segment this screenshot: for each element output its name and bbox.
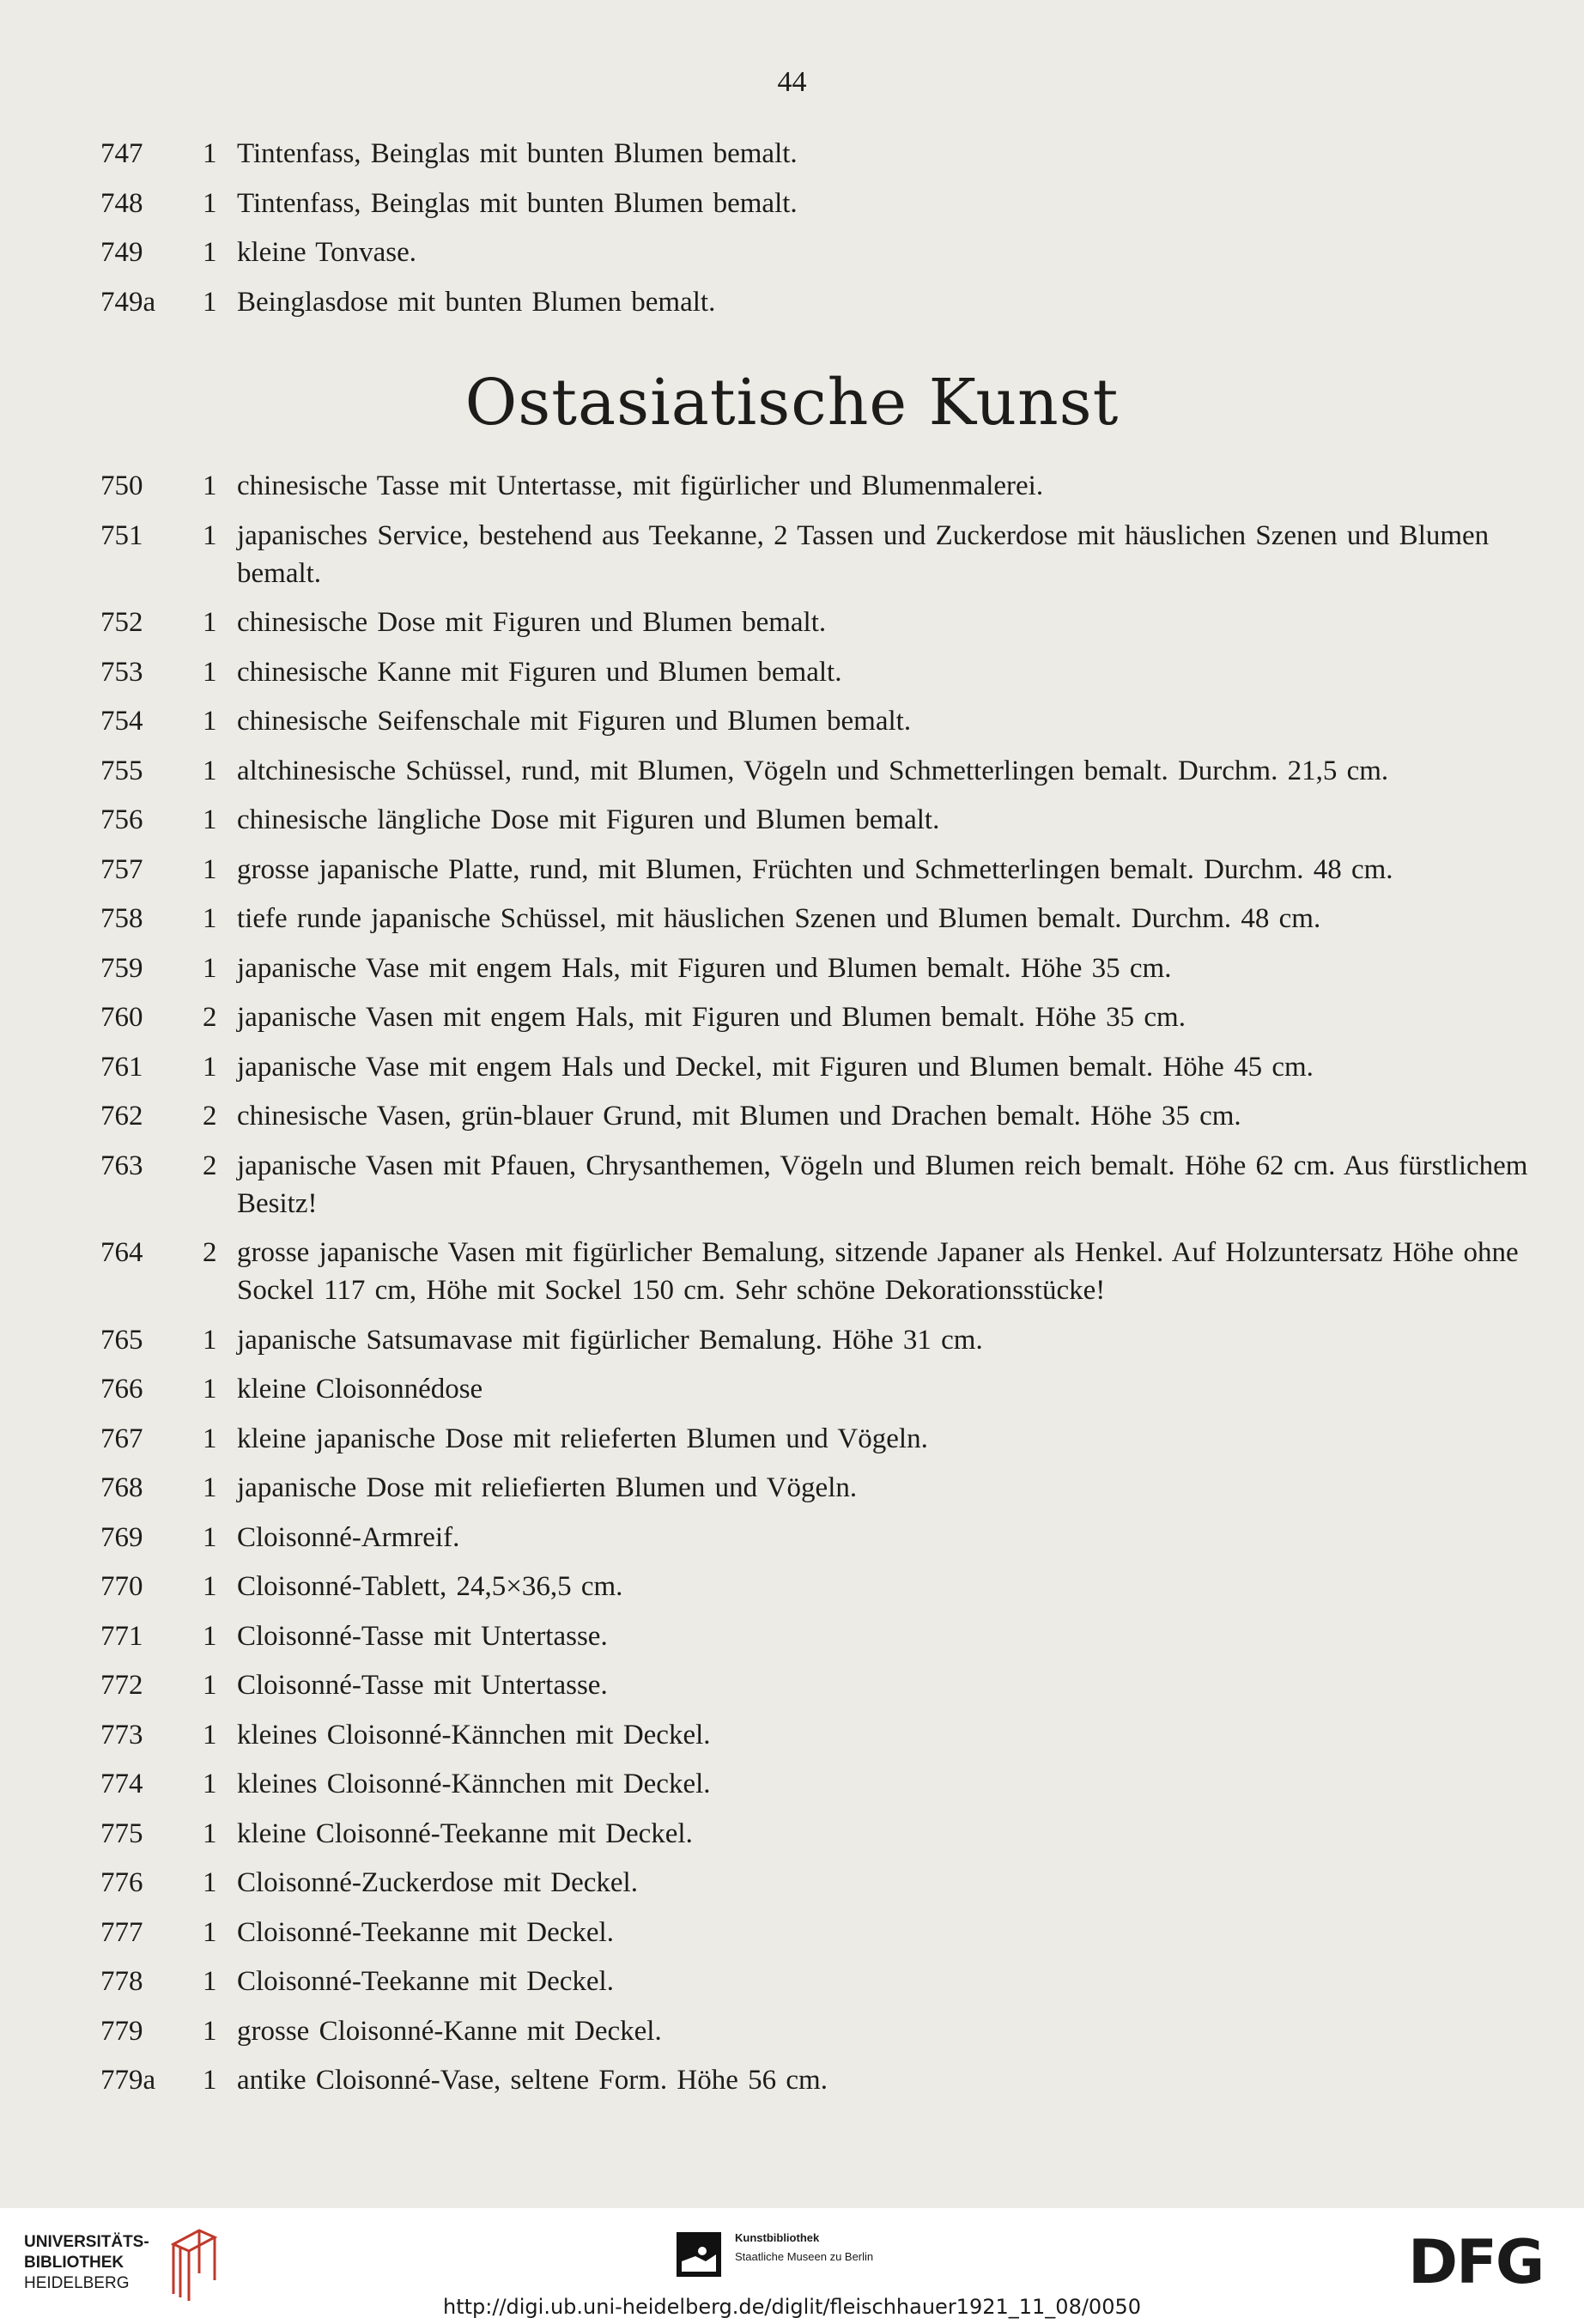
lot-entry xyxy=(0,752,1584,790)
lot-description: Cloisonné-Tablett, 24,5×36,5 cm. xyxy=(237,1571,623,1602)
lot-description: chinesische Vasen, grün-blauer Grund, mit Blumen und Drachen bemalt. Höhe 35 cm. xyxy=(237,1101,1241,1132)
lot-quantity: 1 xyxy=(203,1521,217,1553)
lot-quantity: 2 xyxy=(203,1101,217,1132)
lot-quantity: 1 xyxy=(203,519,217,551)
lot-number: 765 xyxy=(100,1324,143,1356)
lot-quantity: 1 xyxy=(203,1916,217,1948)
lot-entry xyxy=(0,2061,1584,2099)
lot-quantity: 1 xyxy=(203,903,217,934)
lot-number: 777 xyxy=(100,1916,143,1948)
lot-number: 779a xyxy=(100,2065,156,2096)
lot-entry xyxy=(0,900,1584,937)
lot-entry xyxy=(0,467,1584,505)
lot-description: Cloisonné-Tasse mit Untertasse. xyxy=(237,1620,608,1652)
lot-description: Cloisonné-Teekanne mit Deckel. xyxy=(237,1966,614,1997)
lot-entry xyxy=(0,1568,1584,1605)
kb-name: Kunstbibliothek xyxy=(735,2231,820,2244)
lot-entry xyxy=(0,604,1584,641)
lot-entry xyxy=(0,1963,1584,2000)
lot-quantity: 1 xyxy=(203,2065,217,2096)
lot-entry xyxy=(0,998,1584,1036)
lot-quantity: 2 xyxy=(203,1237,217,1268)
lot-description: kleine japanische Dose mit relieferten Blumen und Vögeln. xyxy=(237,1423,928,1454)
lot-entry xyxy=(0,1519,1584,1556)
page-number: 44 xyxy=(777,66,807,98)
lot-entry xyxy=(0,1815,1584,1853)
lot-description: Cloisonné-Armreif. xyxy=(237,1521,460,1553)
lot-quantity: 1 xyxy=(203,1670,217,1701)
lot-description: Tintenfass, Beinglas mit bunten Blumen bemalt. xyxy=(237,138,798,169)
lot-entry xyxy=(0,702,1584,740)
lot-entry xyxy=(0,801,1584,839)
lot-number: 775 xyxy=(100,1817,143,1849)
kunstbibliothek-logo[interactable] xyxy=(677,2227,934,2287)
lot-quantity: 1 xyxy=(203,853,217,885)
lot-description: kleine Cloisonné-Teekanne mit Deckel. xyxy=(237,1817,693,1849)
lot-entry xyxy=(0,653,1584,691)
lot-number: 759 xyxy=(100,952,143,984)
lot-number: 778 xyxy=(100,1966,143,1997)
lot-number: 760 xyxy=(100,1002,143,1033)
lot-description: grosse Cloisonné-Kanne mit Deckel. xyxy=(237,2015,662,2047)
lot-entry xyxy=(0,135,1584,173)
lot-entry xyxy=(0,283,1584,321)
lot-quantity: 1 xyxy=(203,1817,217,1849)
lot-number: 748 xyxy=(100,187,143,219)
lot-number: 773 xyxy=(100,1719,143,1751)
lot-description: grosse japanische Vasen mit figürlicher Bemalung, sitzende Japaner als Henkel. Auf Holzuntersatz Höhe ohne Sockel 117 cm, Höhe mit Sockel 150 cm. Sehr schöne Dekorationsstücke! xyxy=(237,1237,1519,1306)
lot-description: japanische Satsumavase mit figürlicher Bemalung. Höhe 31 cm. xyxy=(237,1324,983,1356)
lot-description: chinesische Tasse mit Untertasse, mit figürlicher und Blumenmalerei. xyxy=(237,470,1044,501)
lot-quantity: 1 xyxy=(203,470,217,501)
library-line-2: BIBLIOTHEK xyxy=(24,2254,124,2272)
lot-entry xyxy=(0,1469,1584,1507)
lot-quantity: 1 xyxy=(203,706,217,737)
lot-entry xyxy=(0,1765,1584,1803)
lot-quantity: 1 xyxy=(203,952,217,984)
lot-description: japanische Vasen mit Pfauen, Chrysanthemen, Vögeln und Blumen reich bemalt. Höhe 62 cm. Aus fürstlichem Besitz! xyxy=(237,1150,1528,1219)
lot-quantity: 1 xyxy=(203,1867,217,1898)
lot-quantity: 1 xyxy=(203,1374,217,1405)
lot-quantity: 2 xyxy=(203,1150,217,1181)
lot-entry xyxy=(0,1716,1584,1754)
lot-number: 776 xyxy=(100,1867,143,1898)
lot-number: 752 xyxy=(100,607,143,638)
lot-quantity: 1 xyxy=(203,1620,217,1652)
lot-quantity: 1 xyxy=(203,1719,217,1751)
lot-number: 749a xyxy=(100,286,156,318)
lot-description: japanische Dose mit reliefierten Blumen und Vögeln. xyxy=(237,1472,858,1503)
dfg-logo[interactable]: DFG xyxy=(1408,2227,1544,2297)
lot-entry xyxy=(0,1914,1584,1951)
lot-quantity: 1 xyxy=(203,2015,217,2047)
lot-entry xyxy=(0,1864,1584,1902)
lot-description: tiefe runde japanische Schüssel, mit häuslichen Szenen und Blumen bemalt. Durchm. 48 cm. xyxy=(237,903,1321,934)
lot-quantity: 1 xyxy=(203,656,217,688)
lot-number: 763 xyxy=(100,1150,143,1181)
lot-description: chinesische längliche Dose mit Figuren und Blumen bemalt. xyxy=(237,804,940,835)
lot-quantity: 2 xyxy=(203,1002,217,1033)
lot-number: 756 xyxy=(100,804,143,835)
lot-description: Cloisonné-Teekanne mit Deckel. xyxy=(237,1916,614,1948)
lot-entry xyxy=(0,1234,1584,1309)
lot-number: 764 xyxy=(100,1237,143,1268)
lot-number: 768 xyxy=(100,1472,143,1503)
lot-number: 757 xyxy=(100,853,143,885)
lot-quantity: 1 xyxy=(203,607,217,638)
lot-number: 755 xyxy=(100,755,143,786)
lot-number: 753 xyxy=(100,656,143,688)
lot-description: Cloisonné-Tasse mit Untertasse. xyxy=(237,1670,608,1701)
lot-description: chinesische Dose mit Figuren und Blumen bemalt. xyxy=(237,607,827,638)
lot-quantity: 1 xyxy=(203,755,217,786)
lot-number: 772 xyxy=(100,1670,143,1701)
library-name xyxy=(24,2232,161,2294)
lot-number: 762 xyxy=(100,1101,143,1132)
source-url-link[interactable]: http://digi.ub.uni-heidelberg.de/diglit/fleischhauer1921_11_08/0050 xyxy=(443,2295,1141,2319)
lot-number: 771 xyxy=(100,1620,143,1652)
lot-quantity: 1 xyxy=(203,286,217,318)
lot-entry xyxy=(0,1666,1584,1704)
lot-entry xyxy=(0,1321,1584,1359)
lot-number: 766 xyxy=(100,1374,143,1405)
lot-quantity: 1 xyxy=(203,138,217,169)
lot-entry xyxy=(0,1048,1584,1086)
lot-description: japanische Vase mit engem Hals und Deckel, mit Figuren und Blumen bemalt. Höhe 45 cm. xyxy=(237,1051,1314,1083)
lot-list-main xyxy=(0,467,1584,2111)
lot-number: 769 xyxy=(100,1521,143,1553)
lot-number: 749 xyxy=(100,237,143,268)
lot-description: kleine Tonvase. xyxy=(237,237,417,268)
kunstbibliothek-mark-icon xyxy=(677,2232,721,2277)
lot-quantity: 1 xyxy=(203,1966,217,1997)
lot-entry xyxy=(0,950,1584,987)
lot-description: japanische Vase mit engem Hals, mit Figuren und Blumen bemalt. Höhe 35 cm. xyxy=(237,952,1172,984)
lot-description: altchinesische Schüssel, rund, mit Blumen, Vögeln und Schmetterlingen bemalt. Durchm. 21,5 cm. xyxy=(237,755,1389,786)
lot-entry xyxy=(0,234,1584,271)
lot-entry xyxy=(0,851,1584,889)
lot-number: 751 xyxy=(100,519,143,551)
lot-number: 779 xyxy=(100,2015,143,2047)
lot-entry xyxy=(0,1617,1584,1655)
lot-description: antike Cloisonné-Vase, seltene Form. Höhe 56 cm. xyxy=(237,2065,828,2096)
lot-quantity: 1 xyxy=(203,1423,217,1454)
lot-number: 770 xyxy=(100,1571,143,1602)
lot-description: kleine Cloisonnédose xyxy=(237,1374,483,1405)
lot-description: Beinglasdose mit bunten Blumen bemalt. xyxy=(237,286,716,318)
lot-description: japanische Vasen mit engem Hals, mit Figuren und Blumen bemalt. Höhe 35 cm. xyxy=(237,1002,1186,1033)
kb-subtitle: Staatliche Museen zu Berlin xyxy=(735,2250,874,2263)
lot-quantity: 1 xyxy=(203,187,217,219)
lot-quantity: 1 xyxy=(203,804,217,835)
library-line-3: HEIDELBERG xyxy=(24,2274,130,2292)
lot-list-top xyxy=(0,135,1584,332)
lot-description: chinesische Seifenschale mit Figuren und Blumen bemalt. xyxy=(237,706,912,737)
lot-quantity: 1 xyxy=(203,1324,217,1356)
lot-entry xyxy=(0,2012,1584,2050)
lot-description: chinesische Kanne mit Figuren und Blumen bemalt. xyxy=(237,656,842,688)
lot-number: 754 xyxy=(100,706,143,737)
lot-description: kleines Cloisonné-Kännchen mit Deckel. xyxy=(237,1719,711,1751)
lot-number: 747 xyxy=(100,138,143,169)
lot-quantity: 1 xyxy=(203,237,217,268)
section-heading: Ostasiatische Kunst xyxy=(464,366,1120,440)
lot-quantity: 1 xyxy=(203,1769,217,1799)
library-mark-icon xyxy=(161,2225,222,2303)
lot-quantity: 1 xyxy=(203,1051,217,1083)
lot-entry xyxy=(0,1370,1584,1408)
lot-description: Cloisonné-Zuckerdose mit Deckel. xyxy=(237,1867,638,1898)
lot-number: 767 xyxy=(100,1423,143,1454)
lot-entry xyxy=(0,1097,1584,1135)
library-line-1: UNIVERSITÄTS- xyxy=(24,2233,149,2251)
lot-entry xyxy=(0,517,1584,592)
lot-number: 750 xyxy=(100,470,143,501)
footer-bar xyxy=(0,2208,1584,2324)
lot-entry xyxy=(0,1147,1584,1223)
lot-entry xyxy=(0,185,1584,222)
lot-description: kleines Cloisonné-Kännchen mit Deckel. xyxy=(237,1769,711,1799)
lot-description: japanisches Service, bestehend aus Teekanne, 2 Tassen und Zuckerdose mit häuslichen Szenen und Blumen bemalt. xyxy=(237,519,1490,589)
lot-entry xyxy=(0,1420,1584,1458)
lot-description: grosse japanische Platte, rund, mit Blumen, Früchten und Schmetterlingen bemalt. Durchm. 48 cm. xyxy=(237,853,1393,885)
lot-quantity: 1 xyxy=(203,1472,217,1503)
lot-number: 761 xyxy=(100,1051,143,1083)
lot-number: 758 xyxy=(100,903,143,934)
lot-quantity: 1 xyxy=(203,1571,217,1602)
lot-number: 774 xyxy=(100,1769,143,1799)
lot-description: Tintenfass, Beinglas mit bunten Blumen bemalt. xyxy=(237,187,798,219)
